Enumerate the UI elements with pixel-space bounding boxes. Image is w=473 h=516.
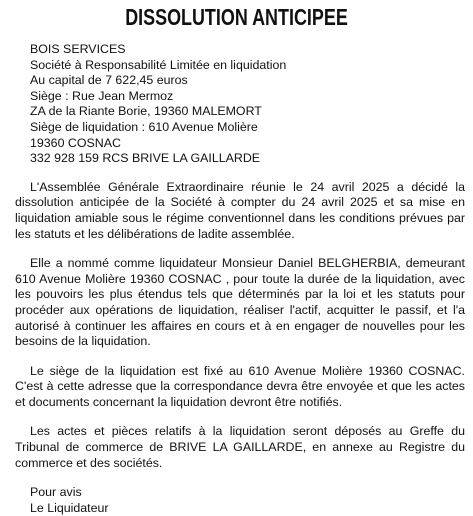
company-name: BOIS SERVICES [30, 42, 126, 56]
signature-line-2: Le Liquidateur [30, 500, 109, 515]
paragraph-liquidator: Elle a nommé comme liquidateur Monsieur Daniel BELGHERBIA, demeurant 610 Avenue Molière 19360 COSNAC , pour toute la durée de la liquidation, avec les pouvoirs les plus étendus tels que déterminés par la loi et les statuts pour procéder aux opérations de liquidation, réaliser l'actif, acquitter le passif, et l'a autorisé à continuer les affaires en cours et à en engager de nouvelles pour les besoins de la liquidation. [15, 256, 465, 349]
company-legal-form: Société à Responsabilité Limitée en liquidation [30, 57, 287, 72]
liquidation-seat: Siège de liquidation : 610 Avenue Molière [30, 119, 258, 134]
notice-body [15, 42, 465, 516]
company-seat: Siège : Rue Jean Mermoz [30, 88, 174, 103]
company-seat-zone: ZA de la Riante Borie, 19360 MALEMORT [30, 104, 262, 119]
notice-title: DISSOLUTION ANTICIPEE [125, 4, 348, 30]
paragraph-decision: L'Assemblée Générale Extraordinaire réunie le 24 avril 2025 a décidé la dissolution anticipée de la Société à compter du 24 avril 2025 et sa mise en liquidation amiable sous le régime conventionnel dans les conditions prévues par les statuts et les délibérations de ladite assemblée. [15, 179, 465, 241]
paragraph-filing: Les actes et pièces relatifs à la liquidation seront déposés au Greffe du Tribunal de commerce de BRIVE LA GAILLARDE, en annexe au Registre du commerce et des sociétés. [15, 424, 465, 470]
company-capital: Au capital de 7 622,45 euros [30, 73, 188, 88]
liquidation-seat-city: 19360 COSNAC [30, 135, 121, 150]
paragraph-seat: Le siège de la liquidation est fixé au 610 Avenue Molière 19360 COSNAC. C'est à cette adresse que la correspondance devra être envoyée et que les actes et documents concernant la liquidation devront être notifiés. [15, 363, 465, 409]
company-rcs: 332 928 159 RCS BRIVE LA GAILLARDE [30, 151, 261, 166]
signature-block [30, 485, 465, 516]
signature-line-1: Pour avis [30, 485, 82, 500]
company-address-block [30, 42, 465, 167]
